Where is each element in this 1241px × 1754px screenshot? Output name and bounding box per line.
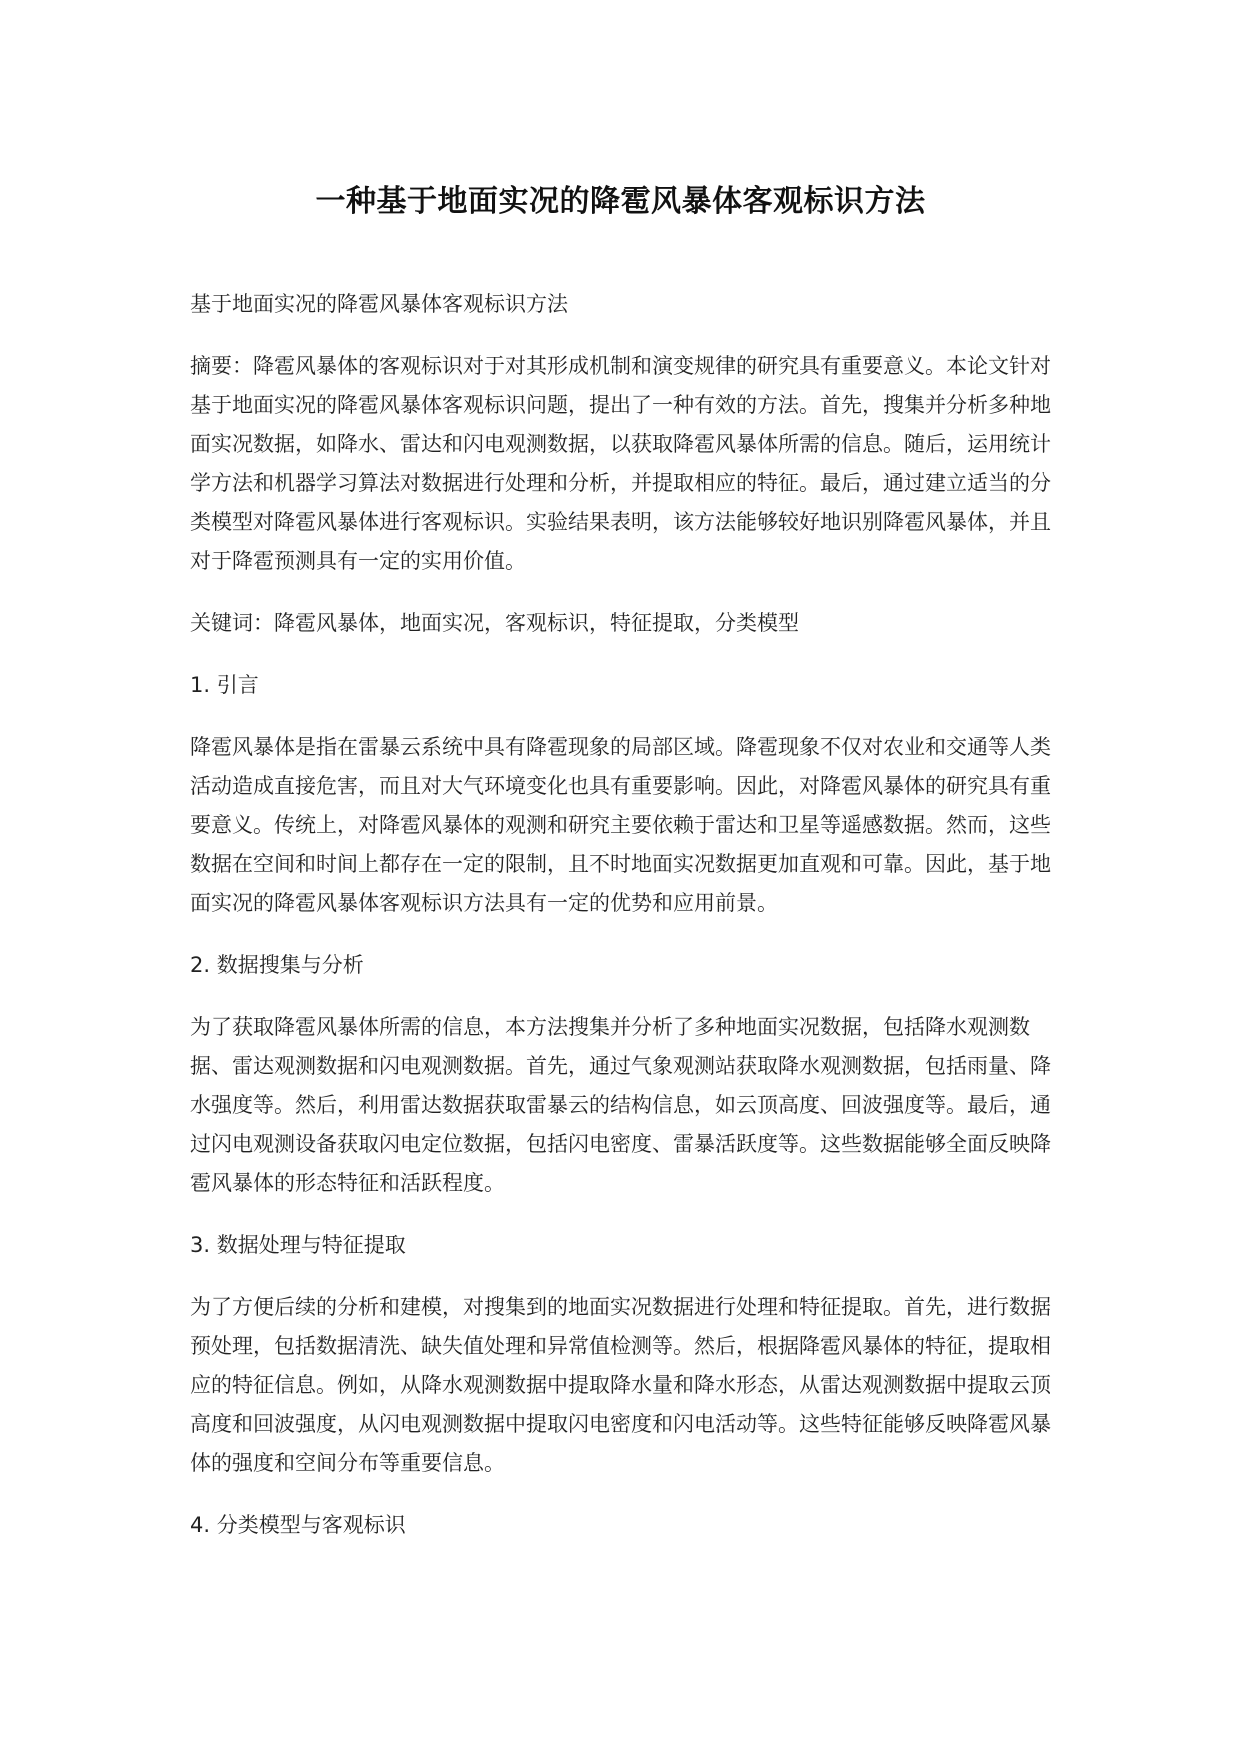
- document-title: 一种基于地面实况的降雹风暴体客观标识方法: [315, 184, 926, 219]
- keywords-line: 关键词：降雹风暴体，地面实况，客观标识，特征提取，分类模型: [190, 611, 799, 635]
- document-subtitle: 基于地面实况的降雹风暴体客观标识方法: [190, 292, 568, 316]
- section-heading-introduction: 1. 引言: [190, 673, 259, 697]
- section-paragraph-introduction: 降雹风暴体是指在雷暴云系统中具有降雹现象的局部区域。降雹现象不仅对农业和交通等人类活动造成直接危害，而且对大气环境变化也具有重要影响。因此，对降雹风暴体的研究具有重要意义。传统上，对降雹风暴体的观测和研究主要依赖于雷达和卫星等遥感数据。然而，这些数据在空间和时间上都存在一定的限制，且不时地面实况数据更加直观和可靠。因此，基于地面实况的降雹风暴体客观标识方法具有一定的优势和应用前景。: [190, 735, 1051, 915]
- section-paragraph-feature-extraction: 为了方便后续的分析和建模，对搜集到的地面实况数据进行处理和特征提取。首先，进行数据预处理，包括数据清洗、缺失值处理和异常值检测等。然后，根据降雹风暴体的特征，提取相应的特征信息。例如，从降水观测数据中提取降水量和降水形态，从雷达观测数据中提取云顶高度和回波强度，从闪电观测数据中提取闪电密度和闪电活动等。这些特征能够反映降雹风暴体的强度和空间分布等重要信息。: [190, 1295, 1051, 1475]
- section-heading-classification: 4. 分类模型与客观标识: [190, 1513, 406, 1537]
- section-heading-feature-extraction: 3. 数据处理与特征提取: [190, 1233, 406, 1257]
- document-body: [190, 285, 1070, 1568]
- abstract-paragraph: 摘要：降雹风暴体的客观标识对于对其形成机制和演变规律的研究具有重要意义。本论文针对基于地面实况的降雹风暴体客观标识问题，提出了一种有效的方法。首先，搜集并分析多种地面实况数据，如降水、雷达和闪电观测数据，以获取降雹风暴体所需的信息。随后，运用统计学方法和机器学习算法对数据进行处理和分析，并提取相应的特征。最后，通过建立适当的分类模型对降雹风暴体进行客观标识。实验结果表明，该方法能够较好地识别降雹风暴体，并且对于降雹预测具有一定的实用价值。: [190, 354, 1051, 573]
- section-heading-data-collection: 2. 数据搜集与分析: [190, 953, 364, 977]
- section-paragraph-data-collection: 为了获取降雹风暴体所需的信息，本方法搜集并分析了多种地面实况数据，包括降水观测数据、雷达观测数据和闪电观测数据。首先，通过气象观测站获取降水观测数据，包括雨量、降水强度等。然后，利用雷达数据获取雷暴云的结构信息，如云顶高度、回波强度等。最后，通过闪电观测设备获取闪电定位数据，包括闪电密度、雷暴活跃度等。这些数据能够全面反映降雹风暴体的形态特征和活跃程度。: [190, 1015, 1051, 1195]
